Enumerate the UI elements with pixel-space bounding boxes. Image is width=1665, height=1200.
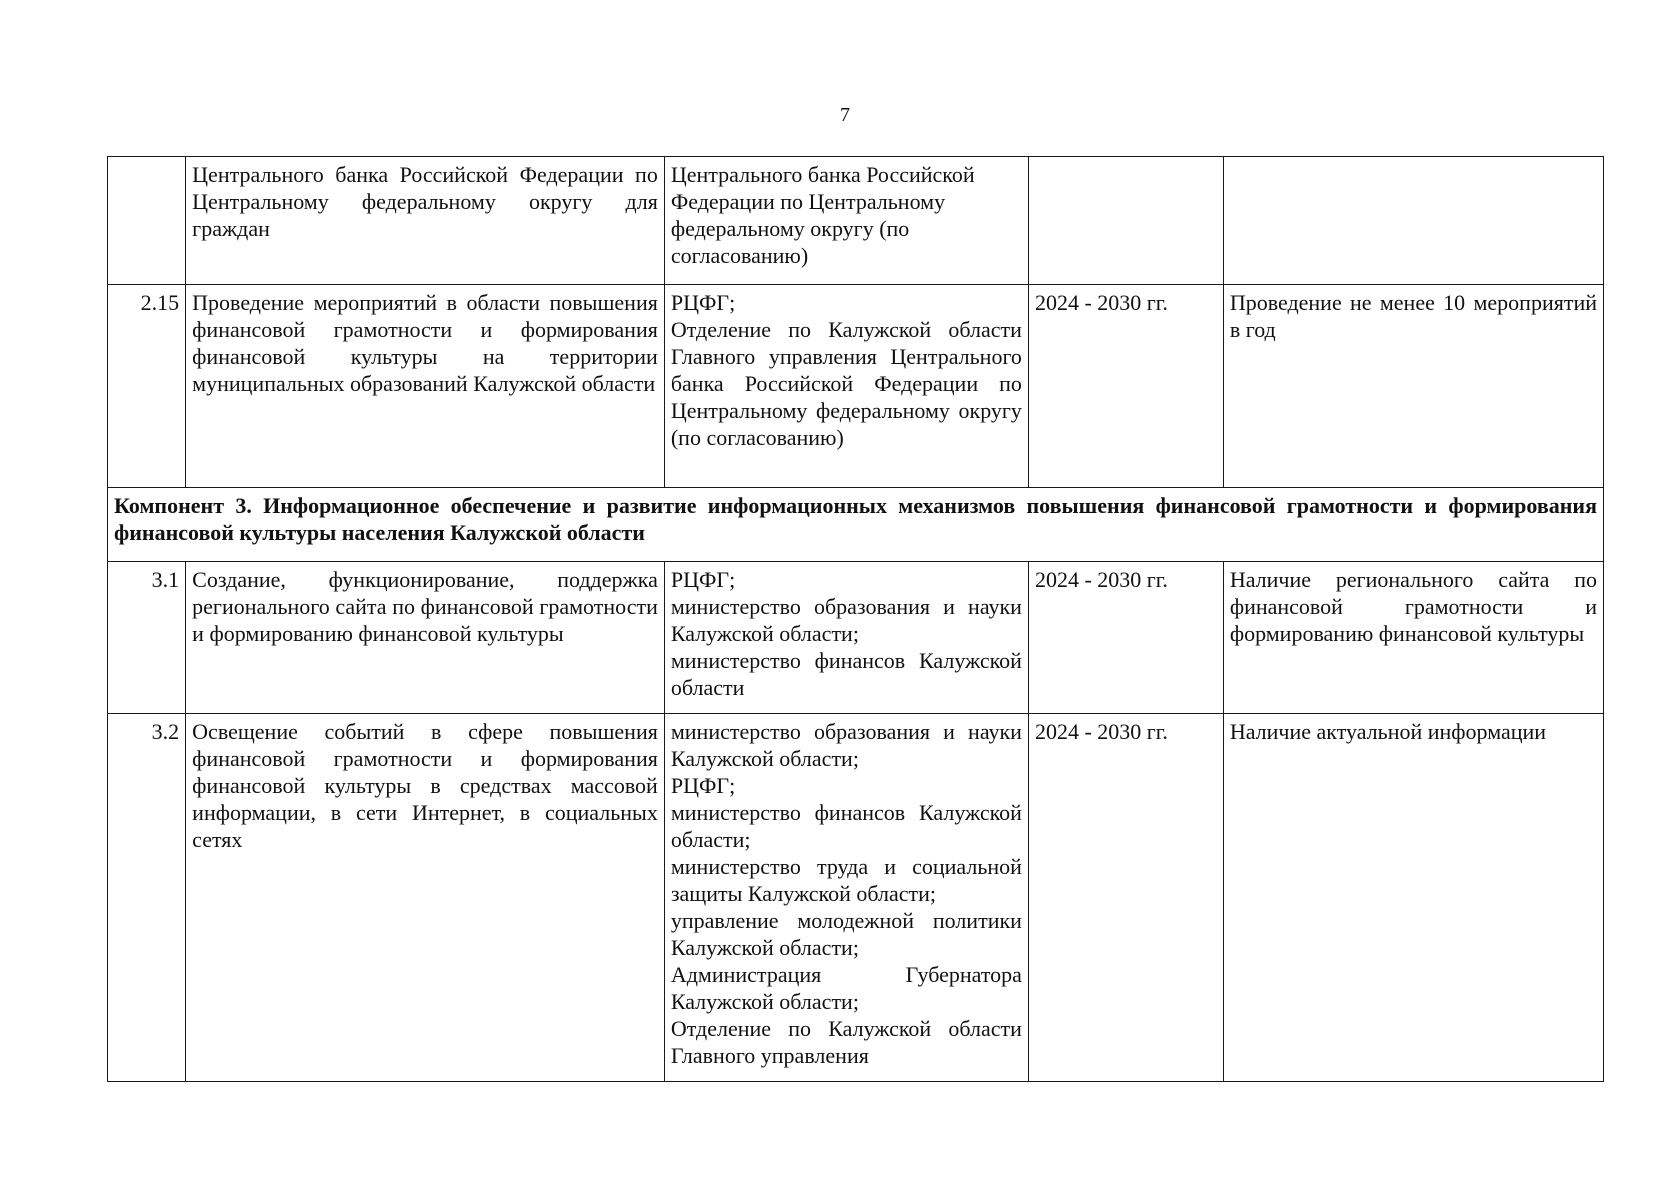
executor-line: Администрация Губернатора Калужской области; — [670, 962, 1022, 1014]
row-number: 3.2 — [108, 714, 186, 1082]
activity-cell: Центрального банка Российской Федерации по Центральному федеральному округу для граждан — [186, 157, 665, 285]
executors-cell — [664, 714, 1028, 1082]
row-number: 2.15 — [108, 285, 186, 488]
executor-line: Отделение по Калужской области Главного управления — [670, 1016, 1022, 1068]
activity-cell: Проведение мероприятий в области повышения финансовой грамотности и формирования финансовой культуры на территории муниципальных образований Калужской области — [186, 285, 665, 488]
executor-line: Отделение по Калужской области Главного управления Центрального банка Российской Федерации по Центральному федеральному округу (по согласованию) — [670, 317, 1022, 450]
executor-line: РЦФГ; — [670, 567, 736, 592]
executor-line: министерство труда и социальной защиты Калужской области; — [670, 854, 1022, 906]
table-row — [108, 285, 1604, 488]
table-row — [108, 714, 1604, 1082]
executors-cell — [664, 562, 1028, 714]
result-cell — [1223, 157, 1603, 285]
period-cell: 2024 - 2030 гг. — [1028, 562, 1223, 714]
executor-line: РЦФГ; — [670, 290, 736, 315]
section-title: Компонент 3. Информационное обеспечение и развитие информационных механизмов повышения финансовой грамотности и формирования финансовой культуры населения Калужской области — [108, 488, 1604, 562]
executor-line: управление молодежной политики Калужской области; — [670, 908, 1022, 960]
period-cell — [1028, 157, 1223, 285]
section-row — [108, 488, 1604, 562]
executor-line: Центрального банка Российской Федерации по Центральному федеральному округу (по согласованию) — [670, 162, 975, 268]
executor-line: РЦФГ; — [670, 773, 736, 798]
executor-line: министерство образования и науки Калужской области; — [670, 594, 1022, 646]
result-cell: Наличие актуальной информации — [1223, 714, 1603, 1082]
row-number: 3.1 — [108, 562, 186, 714]
result-cell: Наличие регионального сайта по финансовой грамотности и формированию финансовой культуры — [1223, 562, 1603, 714]
executors-cell — [664, 285, 1028, 488]
executor-line: министерство финансов Калужской области — [670, 648, 1022, 700]
page-number: 7 — [840, 104, 850, 126]
activity-cell: Создание, функционирование, поддержка регионального сайта по финансовой грамотности и формированию финансовой культуры — [186, 562, 665, 714]
table-row — [108, 562, 1604, 714]
activity-cell: Освещение событий в сфере повышения финансовой грамотности и формирования финансовой культуры в средствах массовой информации, в сети Интернет, в социальных сетях — [186, 714, 665, 1082]
executor-line: министерство финансов Калужской области; — [670, 800, 1022, 852]
activities-table — [107, 156, 1604, 1082]
period-cell: 2024 - 2030 гг. — [1028, 714, 1223, 1082]
period-cell: 2024 - 2030 гг. — [1028, 285, 1223, 488]
row-number — [108, 157, 186, 285]
executors-cell — [664, 157, 1028, 285]
executor-line: министерство образования и науки Калужской области; — [670, 719, 1022, 771]
table-row — [108, 157, 1604, 285]
result-cell: Проведение не менее 10 мероприятий в год — [1223, 285, 1603, 488]
